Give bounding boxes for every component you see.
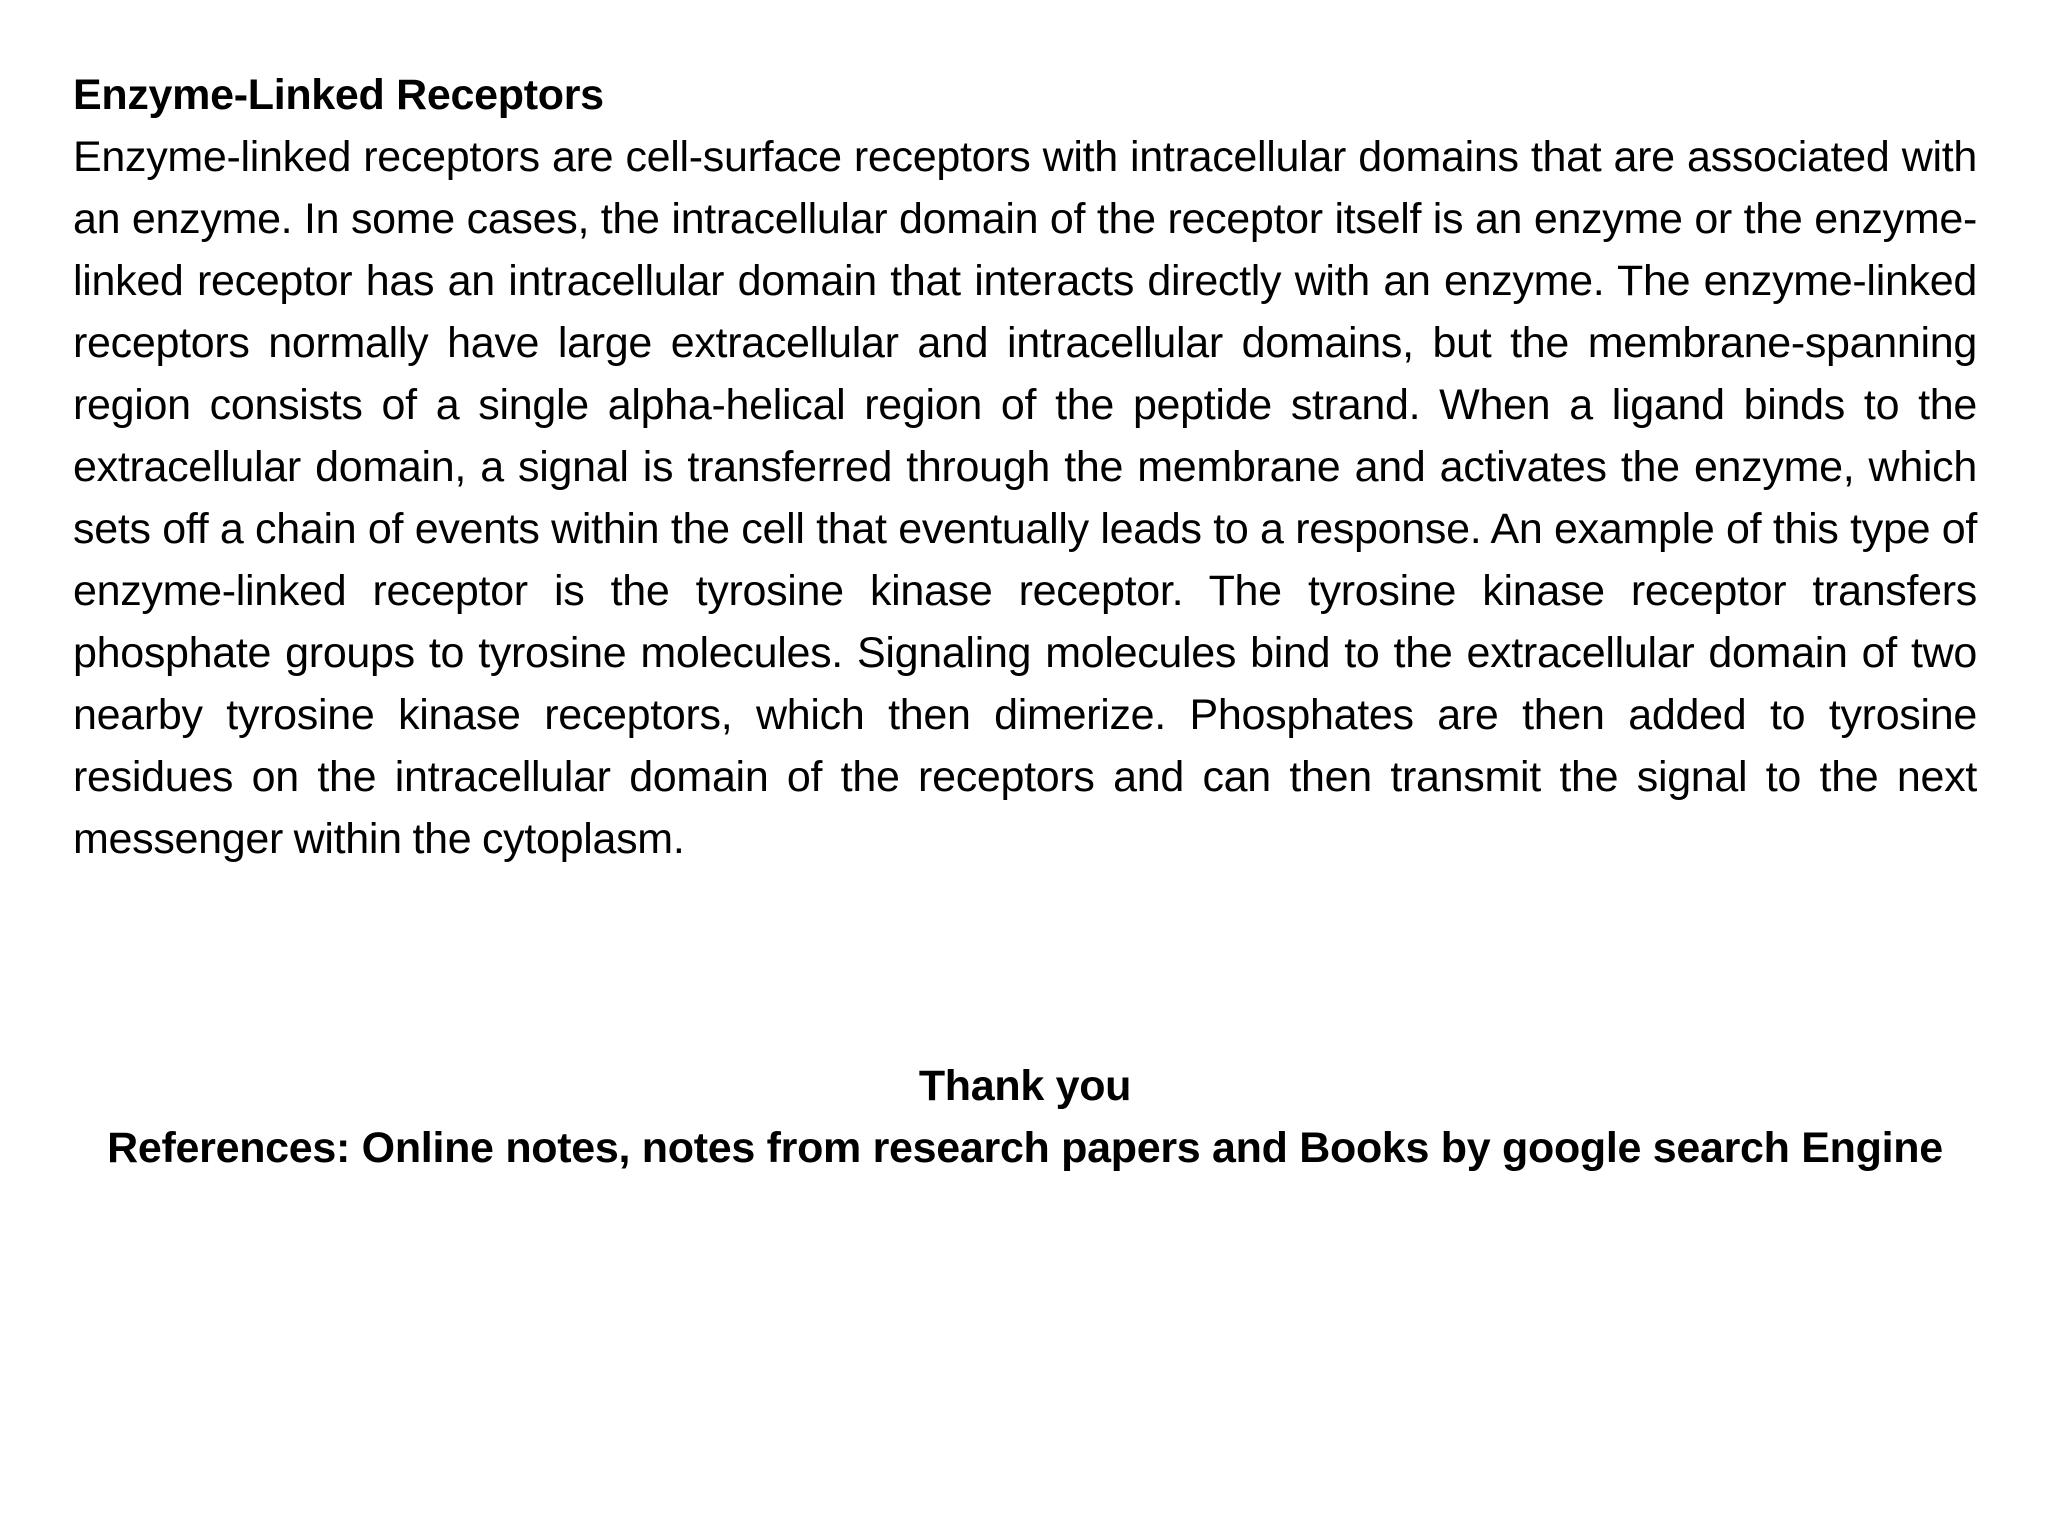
references-text: References: Online notes, notes from research papers and Books by google search Engine bbox=[107, 1124, 1943, 1172]
slide-heading: Enzyme-Linked Receptors bbox=[73, 71, 604, 119]
closing-block bbox=[73, 1055, 1977, 1179]
thank-you-text: Thank you bbox=[918, 1062, 1132, 1110]
body-paragraph: Enzyme-linked receptors are cell-surface receptors with intracellular domains that are associated with an enzyme. In some cases, the intracellular domain of the receptor itself is an enzyme or the enzyme-linked receptor has an intracellular domain that interacts directly with an enzyme. The enzyme-linked receptors normally have large extracellular and intracellular domains, but the membrane-spanning region consists of a single alpha-helical region of the peptide strand. When a ligand binds to the extracellular domain, a signal is transferred through the membrane and activates the enzyme, which sets off a chain of events within the cell that eventually leads to a response. An example of this type of enzyme-linked receptor is the tyrosine kinase receptor. The tyrosine kinase receptor transfers phosphate groups to tyrosine molecules. Signaling molecules bind to the extracellular domain of two nearby tyrosine kinase receptors, which then dimerize. Phosphates are then added to tyrosine residues on the intracellular domain of the receptors and can then transmit the signal to the next messenger within the cytoplasm. bbox=[73, 133, 1977, 863]
slide-content bbox=[73, 64, 1977, 870]
